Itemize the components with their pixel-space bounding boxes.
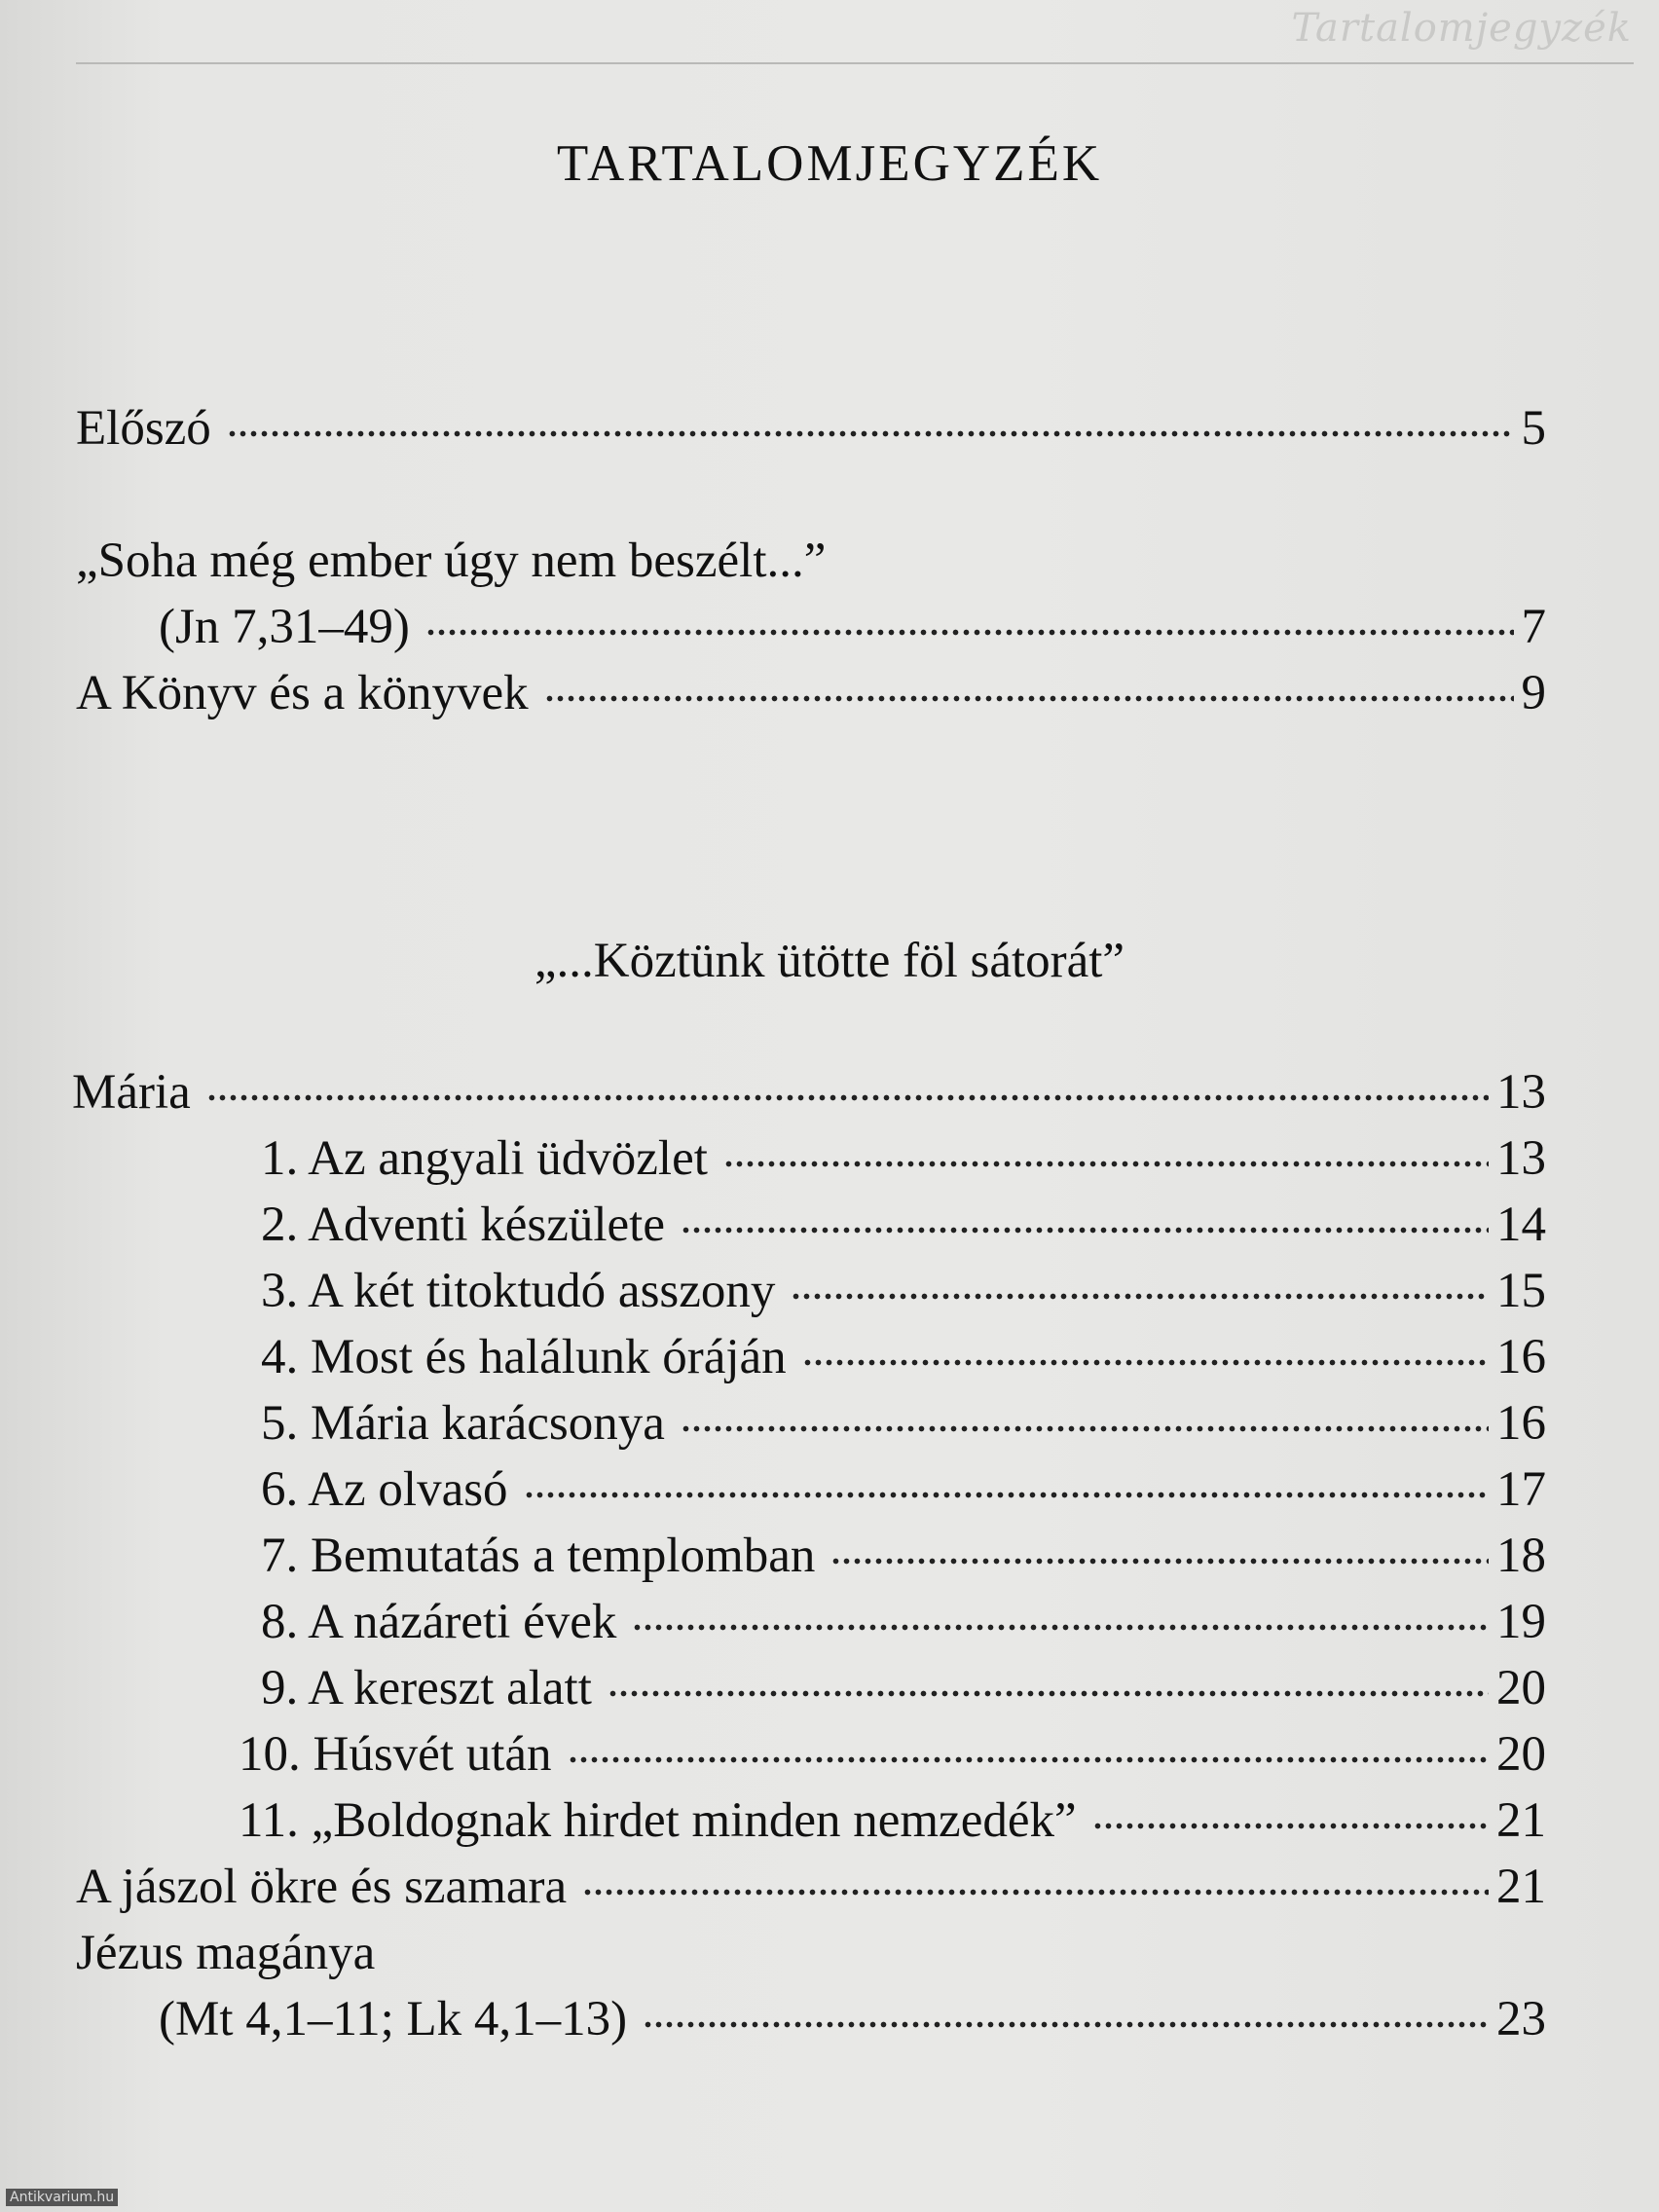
toc-entry-label: 1. Az angyali üdvözlet [261, 1131, 708, 1186]
toc-subentry [239, 1791, 1546, 1850]
toc-subentry [261, 1593, 1546, 1651]
toc-entry-page: 5 [1521, 401, 1546, 456]
dot-leader [802, 1349, 1489, 1373]
toc-entry-label: A Könyv és a könyvek [76, 666, 529, 720]
toc-subentry [261, 1262, 1546, 1320]
toc-entry-page: 20 [1496, 1727, 1546, 1782]
dot-leader [681, 1416, 1489, 1439]
toc-entry-label: 11. „Boldognak hirdet minden nemzedék” [239, 1793, 1077, 1848]
toc-entry-label: 5. Mária karácsonya [261, 1396, 665, 1451]
dot-leader [723, 1151, 1489, 1174]
toc-subentry [261, 1659, 1546, 1717]
page-title: TARTALOMJEGYZÉK [556, 135, 1103, 192]
toc-entry-eloszo [76, 399, 1546, 458]
dot-leader [524, 1482, 1489, 1505]
dot-leader [608, 1680, 1489, 1704]
toc-entry-label: (Mt 4,1–11; Lk 4,1–13) [159, 1992, 628, 2046]
dot-leader [681, 1217, 1489, 1240]
running-header: Tartalomjegyzék [1291, 6, 1632, 51]
dot-leader [643, 2011, 1489, 2035]
watermark: Antikvarium.hu [6, 2189, 118, 2206]
toc-entry-page: 21 [1496, 1860, 1546, 1914]
toc-entry-page: 14 [1496, 1198, 1546, 1252]
toc-entry-quote-line1: „Soha még ember úgy nem beszélt...” [76, 534, 827, 588]
dot-leader [544, 685, 1514, 709]
toc-entry-jesus-line1: Jézus magánya [76, 1926, 376, 1980]
dot-leader [632, 1614, 1489, 1638]
toc-entry-quote [159, 598, 1546, 656]
dot-leader [830, 1548, 1489, 1571]
toc-entry-jesus [159, 1990, 1546, 2048]
toc-entry-page: 7 [1521, 600, 1546, 654]
toc-entry-page: 16 [1496, 1396, 1546, 1451]
dot-leader [227, 421, 1514, 444]
toc-entry-page: 15 [1496, 1264, 1546, 1318]
toc-entry-page: 9 [1521, 666, 1546, 720]
section-title: „...Köztünk ütötte föl sátorát” [534, 934, 1125, 988]
toc-entry-label: 2. Adventi készülete [261, 1198, 665, 1252]
dot-leader [425, 619, 1514, 643]
toc-entry-page: 20 [1496, 1661, 1546, 1715]
toc-entry-page: 16 [1496, 1330, 1546, 1384]
toc-entry-label: Mária [72, 1065, 191, 1120]
toc-subentry [261, 1196, 1546, 1254]
toc-subentry [261, 1460, 1546, 1519]
toc-entry-label: 7. Bemutatás a templomban [261, 1529, 816, 1583]
toc-subentry [261, 1394, 1546, 1453]
toc-entry-label: 8. A názáreti évek [261, 1595, 617, 1649]
toc-entry-page: 23 [1496, 1992, 1546, 2046]
toc-subentry [261, 1129, 1546, 1188]
toc-subentry [261, 1527, 1546, 1585]
dot-leader [791, 1283, 1489, 1307]
toc-subentry [261, 1328, 1546, 1386]
toc-entry-label: Előszó [76, 401, 211, 456]
toc-entry-page: 21 [1496, 1793, 1546, 1848]
dot-leader [1092, 1813, 1489, 1836]
toc-entry-page: 18 [1496, 1529, 1546, 1583]
toc-entry-label: 4. Most és halálunk óráján [261, 1330, 787, 1384]
toc-entry-page: 13 [1496, 1131, 1546, 1186]
toc-entry-page: 19 [1496, 1595, 1546, 1649]
toc-entry-page: 13 [1496, 1065, 1546, 1120]
dot-leader [582, 1879, 1489, 1902]
header-rule [76, 62, 1634, 64]
toc-entry-books [76, 664, 1546, 722]
toc-entry-page: 17 [1496, 1462, 1546, 1517]
toc-entry-label: 6. Az olvasó [261, 1462, 508, 1517]
toc-entry-oxen [76, 1858, 1546, 1916]
toc-entry-label: A jászol ökre és szamara [76, 1860, 568, 1914]
toc-subentry [239, 1725, 1546, 1784]
toc-entry-maria [72, 1063, 1546, 1122]
toc-entry-label: (Jn 7,31–49) [159, 600, 410, 654]
dot-leader [206, 1085, 1489, 1108]
toc-entry-label: 10. Húsvét után [239, 1727, 552, 1782]
toc-entry-label: 9. A kereszt alatt [261, 1661, 592, 1715]
toc-entry-label: 3. A két titoktudó asszony [261, 1264, 776, 1318]
dot-leader [568, 1747, 1489, 1770]
